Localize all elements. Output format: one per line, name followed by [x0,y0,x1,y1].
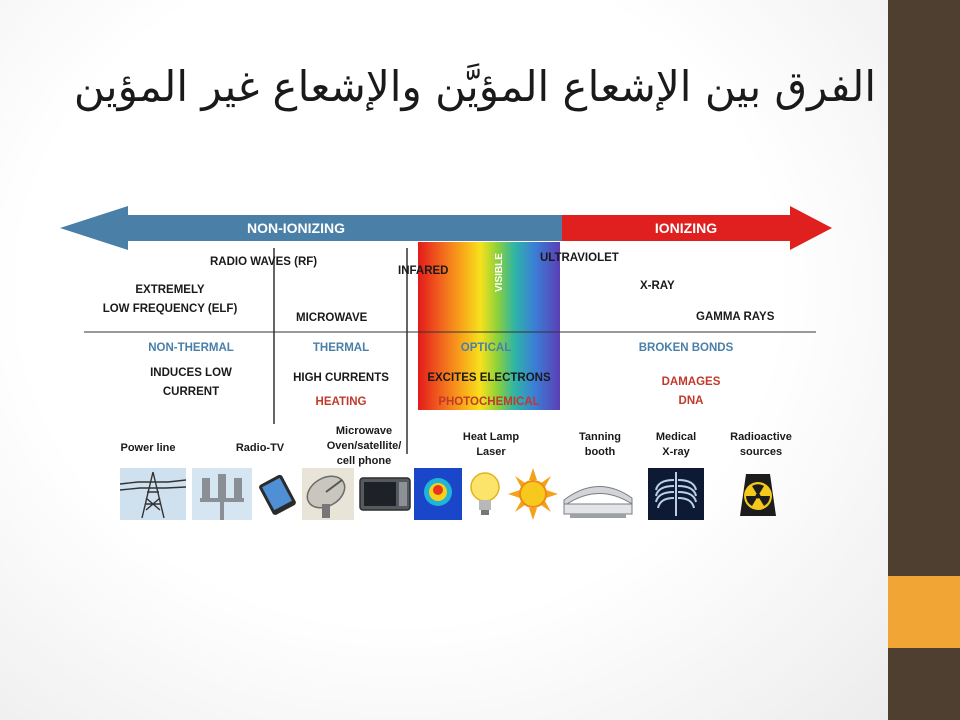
radio-tv-antenna-icon [192,468,252,520]
high-currents-label: HIGH CURRENTS [293,372,389,384]
heat-lamp-caption-line2: Laser [476,446,506,458]
gamma-rays-label: GAMMA RAYS [696,311,775,323]
tanning-bed-icon [560,468,636,520]
sidebar-decoration-bottom [888,648,960,720]
heating-label: HEATING [315,396,367,408]
medical-xray-caption [636,430,716,460]
visible-label: VISIBLE [494,253,505,292]
radioactive-caption [716,430,806,460]
photochemical-label: PHOTOCHEMICAL [438,396,540,408]
tanning-caption-line1: Tanning [579,431,621,443]
tanning-caption-line2: booth [584,446,616,458]
radioactive-caption-line2: sources [739,446,783,458]
microwave-caption-line3: cell phone [336,455,392,467]
ionizing-label: IONIZING [654,220,718,236]
dna-label: DNA [678,395,704,407]
microwave-caption-line2: Oven/satellite/ [326,440,402,452]
grid-lines [56,196,846,456]
radio-tv-text: Radio-TV [235,442,285,454]
radio-tv-caption [220,441,300,456]
excites-electrons-label: EXCITES ELECTRONS [427,372,551,384]
medical-caption-line2: X-ray [662,446,690,458]
chest-xray-icon [648,468,704,520]
microwave-caption [314,424,414,469]
infrared-label: INFARED [398,265,449,277]
microwave-caption-line1: Microwave [335,425,393,437]
power-line-tower-icon [120,468,186,520]
heat-lamp-caption-line1: Heat Lamp [462,431,520,443]
tanning-caption [560,430,640,460]
sidebar-decoration-accent [888,576,960,648]
optical-label: OPTICAL [460,342,512,354]
spectrum-diagram [56,196,846,538]
slide-title: الفرق بين الإشعاع المؤيَّن والإشعاع غير المؤين [73,62,876,111]
sidebar-decoration-top [888,0,960,576]
sun-icon [508,468,558,520]
thermal-image-icon [414,468,462,520]
microwave-oven-icon [358,468,412,520]
xray-label: X-RAY [640,280,675,292]
elf-label-line1: EXTREMELY [135,284,205,296]
radio-waves-label: RADIO WAVES (RF) [210,256,318,268]
non-thermal-label: NON-THERMAL [148,342,234,354]
cell-phone-icon [254,468,300,520]
ultraviolet-label: ULTRAVIOLET [540,252,619,264]
microwave-label: MICROWAVE [296,312,368,324]
power-line-text: Power line [120,442,176,454]
current-label: CURRENT [162,386,220,398]
power-line-caption [108,441,188,456]
radiation-symbol-icon [732,468,784,520]
radioactive-caption-line1: Radioactive [730,431,792,443]
light-bulb-icon [464,468,506,520]
medical-caption-line1: Medical [655,431,697,443]
heat-lamp-caption [446,430,536,460]
damages-label: DAMAGES [661,376,721,388]
elf-label-line2: LOW FREQUENCY (ELF) [102,303,238,315]
non-ionizing-label: NON-IONIZING [247,220,345,236]
satellite-dish-icon [302,468,354,520]
induces-low-label: INDUCES LOW [150,367,232,379]
thermal-label: THERMAL [312,342,370,354]
broken-bonds-label: BROKEN BONDS [638,342,734,354]
